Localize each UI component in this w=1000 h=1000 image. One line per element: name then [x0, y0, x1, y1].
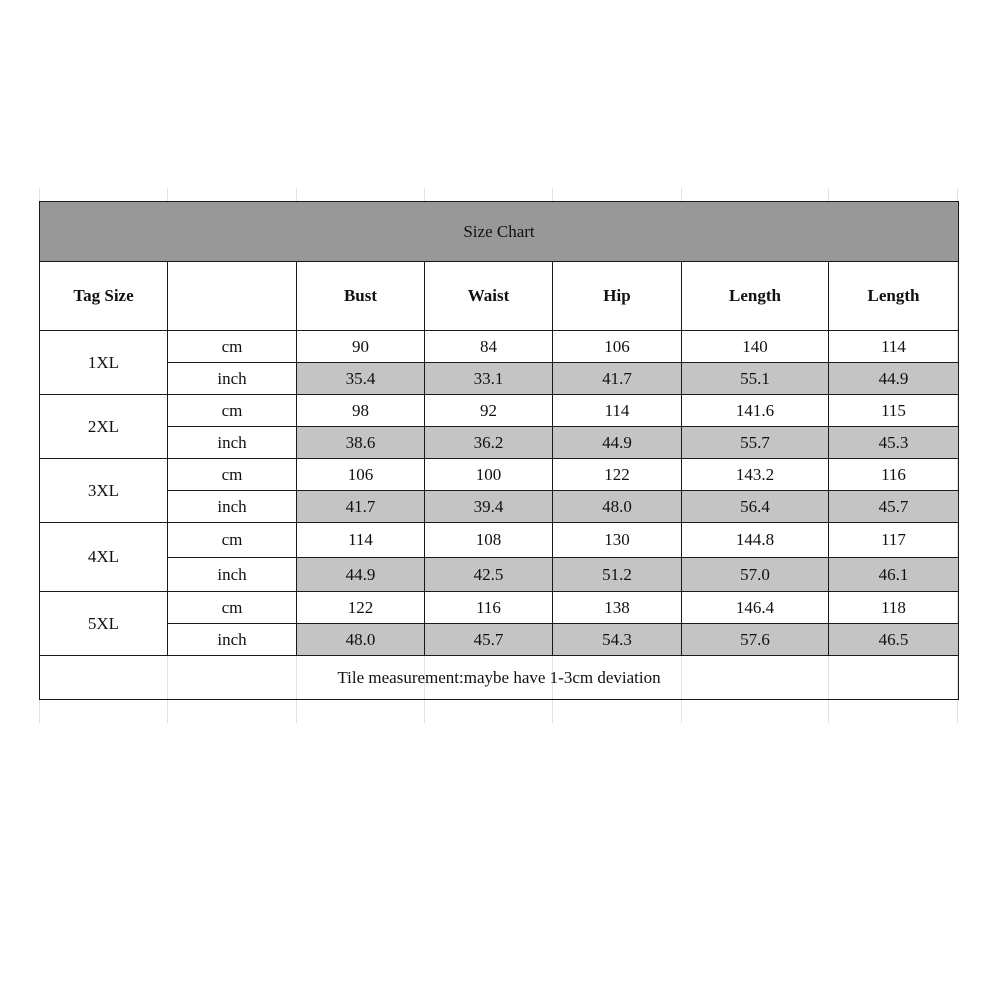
unit-label: cm [168, 395, 297, 427]
length-2-cm: 114 [829, 331, 959, 363]
bust-cm: 106 [297, 459, 425, 491]
hip-inch: 41.7 [553, 363, 682, 395]
length-1-inch: 57.6 [682, 624, 829, 656]
waist-inch: 39.4 [425, 491, 553, 523]
hip-inch: 44.9 [553, 427, 682, 459]
hip-inch: 48.0 [553, 491, 682, 523]
table-row-cm [40, 592, 959, 624]
bust-inch: 35.4 [297, 363, 425, 395]
hip-inch: 54.3 [553, 624, 682, 656]
length-1-cm: 143.2 [682, 459, 829, 491]
table-row-inch [40, 558, 959, 592]
table-row-cm [40, 523, 959, 558]
length-2-cm: 116 [829, 459, 959, 491]
unit-label: inch [168, 558, 297, 592]
length-1-cm: 141.6 [682, 395, 829, 427]
tag-size-cell: 5XL [40, 592, 168, 656]
waist-cm: 92 [425, 395, 553, 427]
length-2-inch: 45.7 [829, 491, 959, 523]
header-length-2: Length [829, 262, 959, 331]
unit-label: inch [168, 427, 297, 459]
header-row [40, 262, 959, 331]
tag-size-cell: 1XL [40, 331, 168, 395]
waist-inch: 42.5 [425, 558, 553, 592]
measurement-note: Tile measurement:maybe have 1-3cm deviation [40, 656, 959, 700]
unit-label: cm [168, 331, 297, 363]
unit-label: cm [168, 592, 297, 624]
header-waist: Waist [425, 262, 553, 331]
length-2-cm: 117 [829, 523, 959, 558]
bust-cm: 114 [297, 523, 425, 558]
bust-cm: 98 [297, 395, 425, 427]
table-row-inch [40, 624, 959, 656]
length-1-cm: 144.8 [682, 523, 829, 558]
bust-inch: 48.0 [297, 624, 425, 656]
tag-size-cell: 3XL [40, 459, 168, 523]
length-2-inch: 45.3 [829, 427, 959, 459]
footer-row [40, 656, 959, 700]
waist-cm: 108 [425, 523, 553, 558]
hip-cm: 122 [553, 459, 682, 491]
waist-cm: 100 [425, 459, 553, 491]
table-row-cm [40, 395, 959, 427]
size-chart-table [39, 201, 959, 700]
length-1-inch: 56.4 [682, 491, 829, 523]
bust-cm: 122 [297, 592, 425, 624]
unit-label: cm [168, 523, 297, 558]
hip-inch: 51.2 [553, 558, 682, 592]
waist-inch: 45.7 [425, 624, 553, 656]
unit-label: cm [168, 459, 297, 491]
table-row-inch [40, 491, 959, 523]
tag-size-cell: 4XL [40, 523, 168, 592]
waist-cm: 116 [425, 592, 553, 624]
length-1-inch: 55.1 [682, 363, 829, 395]
bust-inch: 41.7 [297, 491, 425, 523]
length-1-inch: 55.7 [682, 427, 829, 459]
header-length-1: Length [682, 262, 829, 331]
length-2-inch: 46.1 [829, 558, 959, 592]
chart-title: Size Chart [40, 202, 959, 262]
unit-label: inch [168, 624, 297, 656]
length-1-cm: 140 [682, 331, 829, 363]
length-2-inch: 44.9 [829, 363, 959, 395]
header-bust: Bust [297, 262, 425, 331]
length-2-cm: 118 [829, 592, 959, 624]
tag-size-cell: 2XL [40, 395, 168, 459]
unit-label: inch [168, 491, 297, 523]
table-row-inch [40, 427, 959, 459]
hip-cm: 106 [553, 331, 682, 363]
waist-cm: 84 [425, 331, 553, 363]
bust-inch: 38.6 [297, 427, 425, 459]
waist-inch: 33.1 [425, 363, 553, 395]
length-2-inch: 46.5 [829, 624, 959, 656]
header-tag-size: Tag Size [40, 262, 168, 331]
bust-inch: 44.9 [297, 558, 425, 592]
header-hip: Hip [553, 262, 682, 331]
table-row-cm [40, 331, 959, 363]
bust-cm: 90 [297, 331, 425, 363]
table-row-cm [40, 459, 959, 491]
hip-cm: 130 [553, 523, 682, 558]
length-1-inch: 57.0 [682, 558, 829, 592]
hip-cm: 114 [553, 395, 682, 427]
table-row-inch [40, 363, 959, 395]
unit-label: inch [168, 363, 297, 395]
hip-cm: 138 [553, 592, 682, 624]
title-row [40, 202, 959, 262]
waist-inch: 36.2 [425, 427, 553, 459]
header-unit [168, 262, 297, 331]
length-1-cm: 146.4 [682, 592, 829, 624]
length-2-cm: 115 [829, 395, 959, 427]
